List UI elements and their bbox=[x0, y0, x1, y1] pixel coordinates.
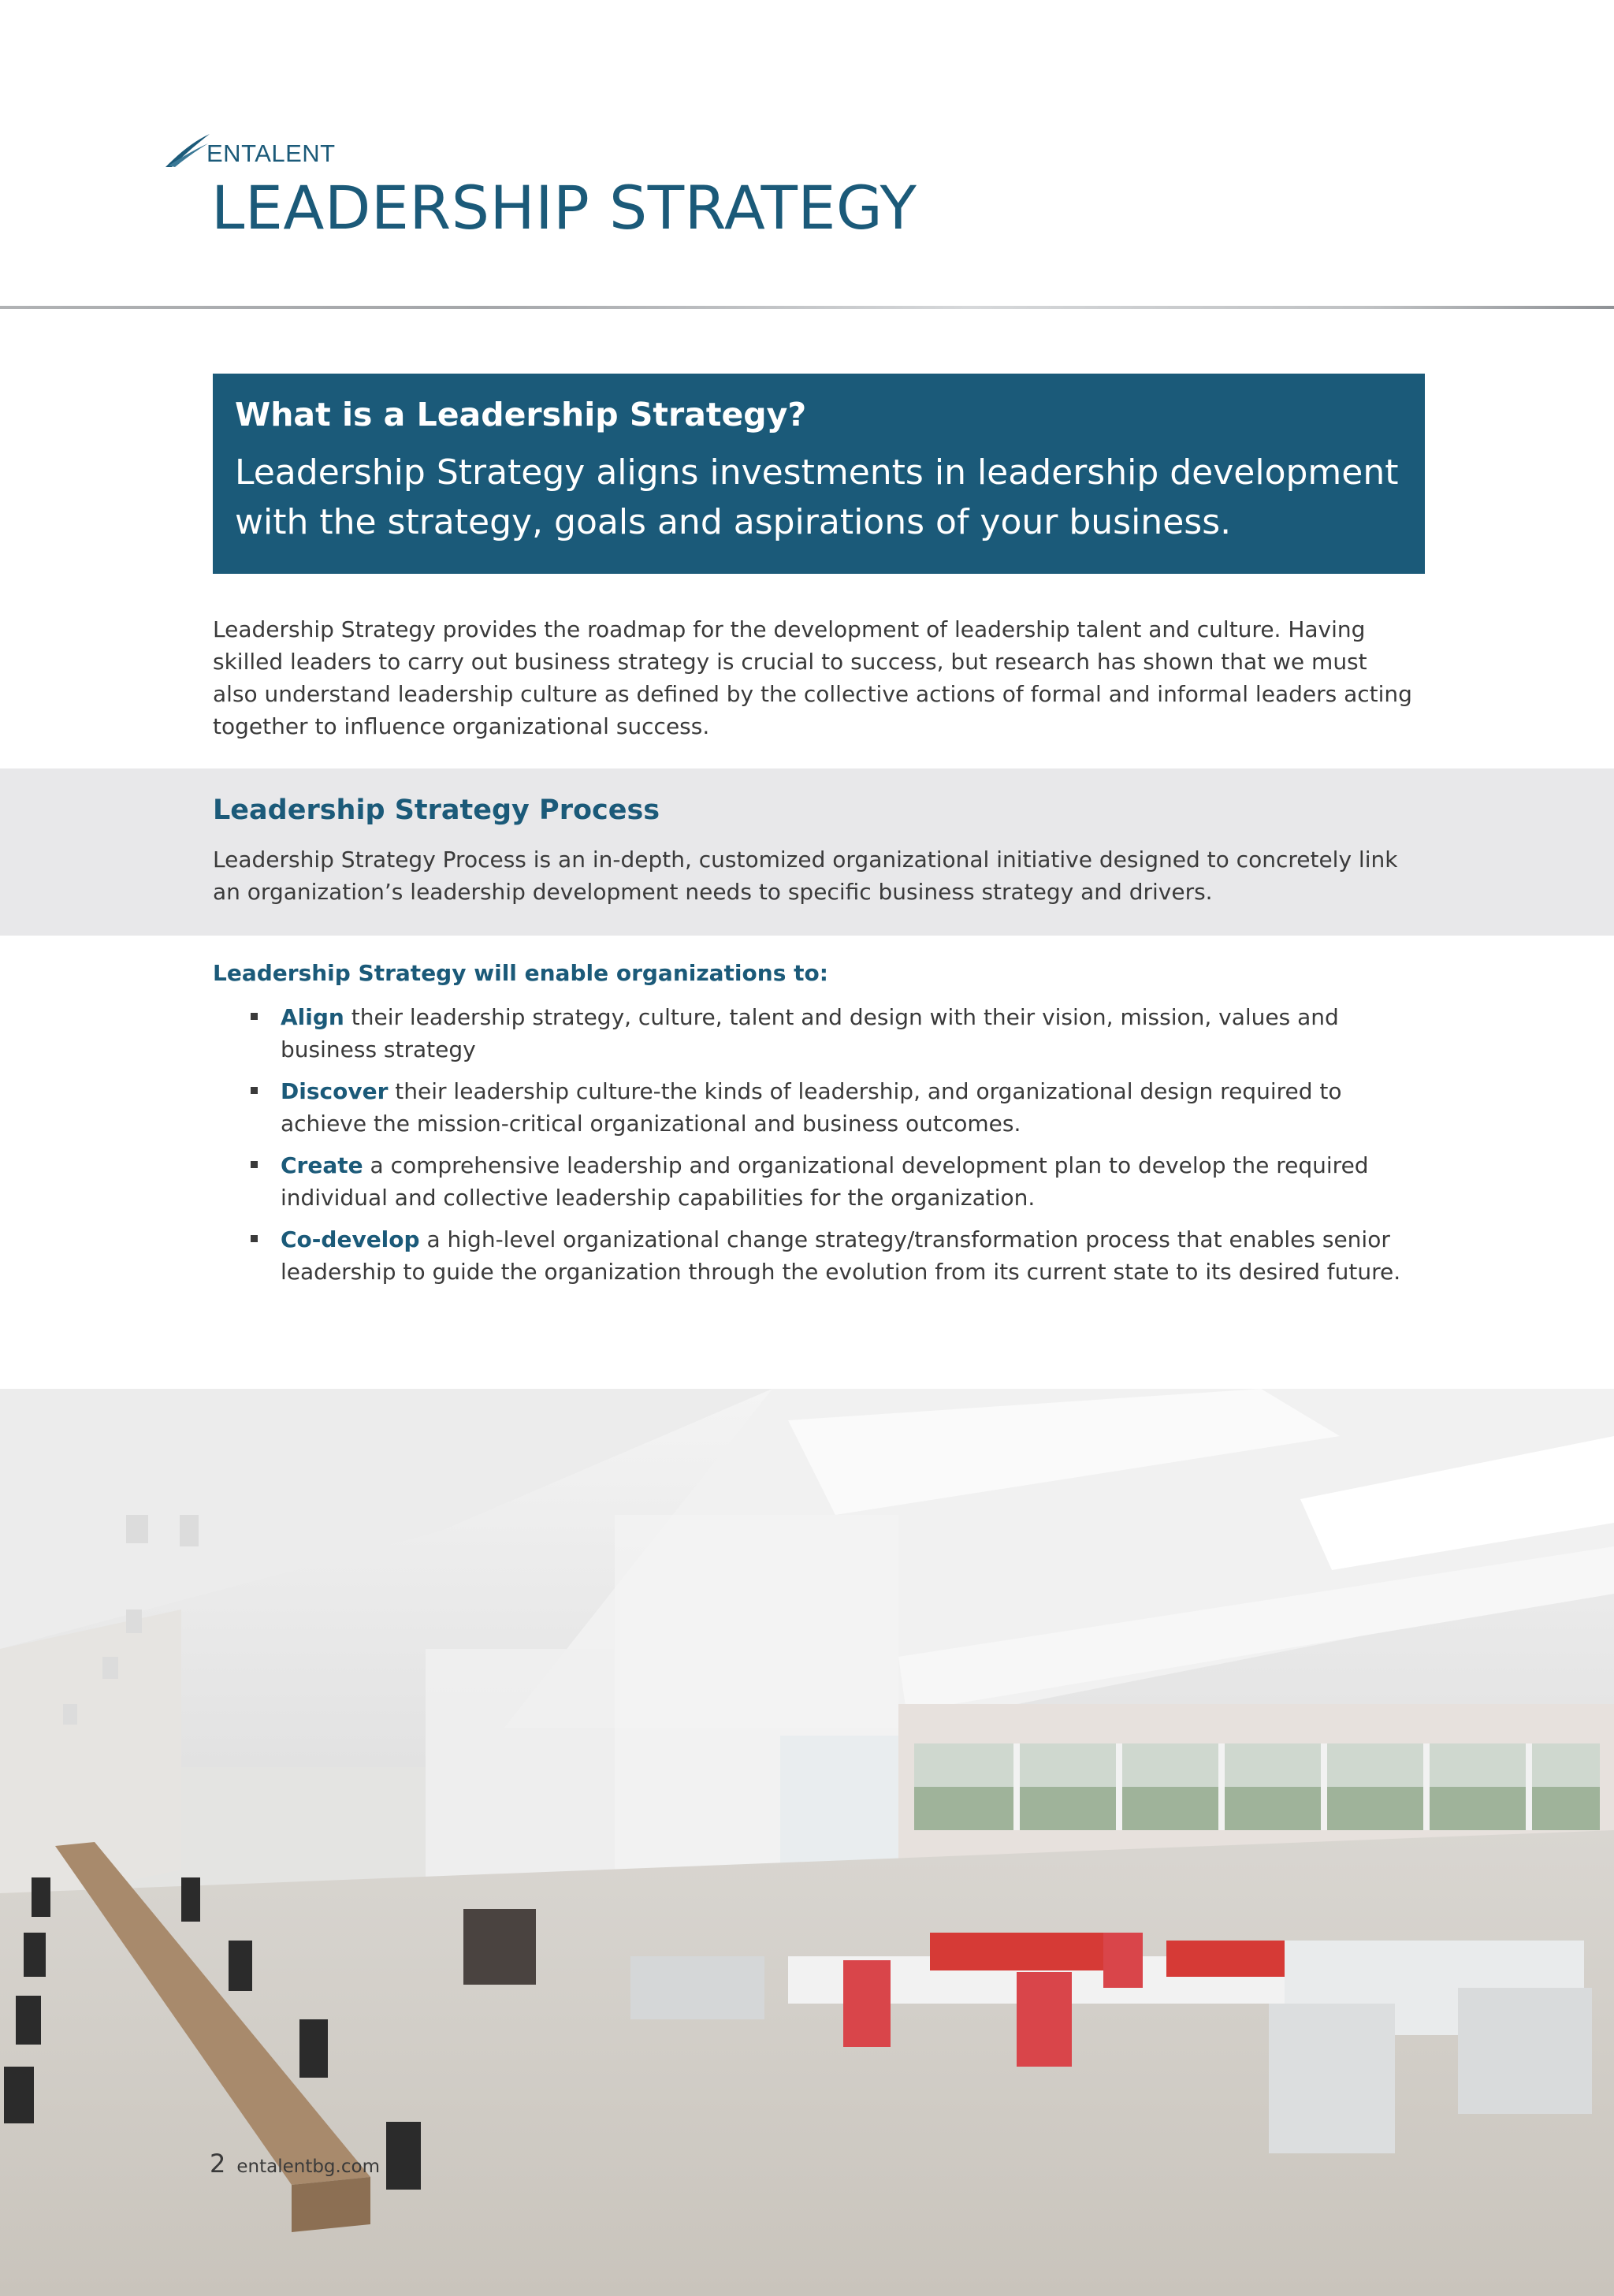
swoosh-icon bbox=[164, 131, 211, 170]
enable-list bbox=[249, 1001, 1431, 1297]
header-divider bbox=[0, 306, 1614, 309]
process-paragraph: Leadership Strategy Process is an in-depth, customized organizational initiative designed to concretely link an organization’s leadership development needs to specific business strategy and drivers. bbox=[213, 847, 1398, 905]
brand-logo bbox=[164, 126, 336, 170]
list-item bbox=[249, 1149, 1431, 1214]
list-item-keyword: Co-develop bbox=[281, 1226, 420, 1252]
list-item-text: a comprehensive leadership and organizational development plan to develop the required individual and collective leadership capabilities for the organization. bbox=[281, 1152, 1369, 1211]
logo-text: ENTALENT bbox=[206, 140, 336, 167]
callout-question: What is a Leadership Strategy? bbox=[235, 396, 807, 434]
list-item-text: a high-level organizational change strategy/transformation process that enables senior leadership to guide the organization through the evolution from its current state to its desired future. bbox=[281, 1226, 1401, 1285]
callout-answer: Leadership Strategy aligns investments in leadership development with the strategy, goals and aspirations of your business. bbox=[235, 452, 1399, 543]
list-item bbox=[249, 1075, 1431, 1140]
list-item-text: their leadership culture-the kinds of leadership, and organizational design required to achieve the mission-critical organizational and business outcomes. bbox=[281, 1078, 1342, 1137]
bullet-icon bbox=[251, 1087, 258, 1094]
page-number: 2 bbox=[210, 2149, 226, 2179]
enable-heading: Leadership Strategy will enable organizations to: bbox=[213, 960, 828, 986]
list-item-keyword: Create bbox=[281, 1152, 363, 1178]
bullet-icon bbox=[251, 1161, 258, 1168]
intro-paragraph: Leadership Strategy provides the roadmap for the development of leadership talent and culture. Having skilled leaders to carry out business strategy is crucial to success, but research has shown that we must also understand leadership culture as defined by the collective actions of formal and informal leaders acting together to influence organizational success. bbox=[213, 616, 1412, 739]
bullet-icon bbox=[251, 1013, 258, 1020]
footer-url: entalentbg.com bbox=[236, 2156, 380, 2177]
list-item-keyword: Discover bbox=[281, 1078, 389, 1104]
list-item bbox=[249, 1001, 1431, 1066]
bullet-icon bbox=[251, 1235, 258, 1242]
definition-callout bbox=[213, 374, 1425, 574]
page-title: LEADERSHIP STRATEGY bbox=[211, 173, 917, 243]
list-item bbox=[249, 1223, 1431, 1288]
list-item-text: their leadership strategy, culture, talent and design with their vision, mission, values and business strategy bbox=[281, 1004, 1339, 1062]
list-item-keyword: Align bbox=[281, 1004, 344, 1030]
page-footer bbox=[210, 2149, 380, 2179]
page-header bbox=[0, 0, 1614, 309]
process-heading: Leadership Strategy Process bbox=[213, 794, 660, 826]
